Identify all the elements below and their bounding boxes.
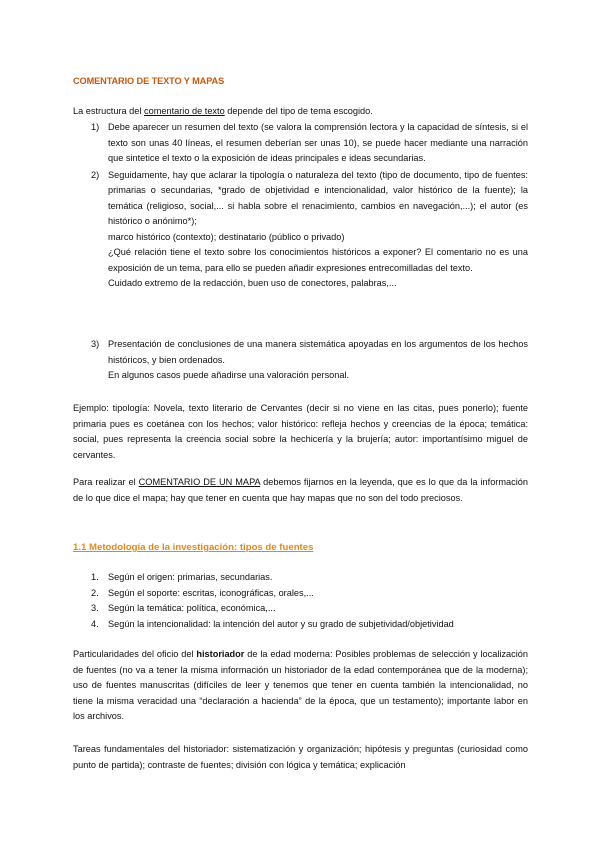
document-page <box>73 0 528 848</box>
list-text: Según la intencionalidad: la intención del autor y su grado de subjetividad/objetividad <box>108 618 454 629</box>
section-heading <box>73 540 528 556</box>
document-title: COMENTARIO DE TEXTO Y MAPAS <box>73 76 225 86</box>
item3-extra: En algunos casos puede añadirse una valoración personal. <box>108 370 350 380</box>
list-item <box>73 337 528 368</box>
oficio-after: de la edad moderna: Posibles problemas de selección y localización de fuentes (no va a tener la misma información un historiador de la edad contemporánea que de la moderna); uso de fuentes manuscritas (difíciles de leer y tenemos que tener en cuenta también la intencionalidad, no tiene la misma veracidad una “declaración a hacienda” de la época, que un testamento); importante labor en los archivos. <box>73 649 528 721</box>
list-number: 3. <box>91 603 99 613</box>
tareas-paragraph <box>73 742 528 773</box>
steps-list <box>73 120 528 292</box>
list-item <box>73 120 528 167</box>
oficio-paragraph <box>73 647 528 725</box>
list-text: Según el origen: primarias, secundarias. <box>108 572 273 582</box>
section-heading-text: 1.1 Metodología de la investigación: tipos de fuentes <box>73 542 314 553</box>
list-item <box>73 601 528 617</box>
list-number: 3) <box>91 339 100 349</box>
sources-list <box>73 570 528 632</box>
list-number: 1) <box>91 122 100 132</box>
maps-paragraph <box>73 475 528 506</box>
comentario-texto-link: comentario de texto <box>144 106 225 116</box>
tareas-text: Tareas fundamentales del historiador: sistematización y organización; hipótesis y preguntas (curiosidad como punto de partida); contraste de fuentes; división con lógica y temática; explicación <box>73 744 528 770</box>
comentario-mapa-link: COMENTARIO DE UN MAPA <box>138 477 261 487</box>
list-number: 1. <box>91 572 99 582</box>
oficio-bold: historiador <box>196 649 245 659</box>
maps-before: Para realizar el <box>73 477 139 487</box>
list-text: Presentación de conclusiones de una manera sistemática apoyadas en los argumentos de los hechos históricos, y bien ordenados. <box>108 339 528 365</box>
list-item <box>73 586 528 602</box>
list-item <box>73 168 528 230</box>
list-text: Seguidamente, hay que aclarar la tipología o naturaleza del texto (tipo de documento, tipo de fuentes: primarias o secundarias, *grado de objetividad e intencionalidad, valor histórico de la fuente); la temática (religioso, social,... si habla sobre el renacimiento, cambios en navegación,...); el autor (es histórico o anónimo*); <box>108 169 528 226</box>
list-text: Según la temática: política, económica,... <box>108 603 276 613</box>
maps-after: debemos fijarnos en la leyenda, que es lo que da la información de lo que dice el mapa; hay que tener en cuenta que hay mapas que no son del todo preciosos. <box>73 477 528 503</box>
intro-after: depende del tipo de tema escogido. <box>224 106 373 116</box>
list-number: 2) <box>91 169 100 180</box>
item2-relation: ¿Qué relación tiene el texto sobre los conocimientos históricos a exponer? El comentario no es una exposición de un tema, para ello se pueden añadir expresiones entrecomilladas del texto. <box>108 247 528 273</box>
intro-paragraph <box>73 104 528 120</box>
item2-context: marco histórico (contexto); destinatario (público o privado) <box>108 231 345 242</box>
list-number: 2. <box>91 587 99 598</box>
list-text: Según el soporte: escritas, iconográficas, orales,... <box>108 587 314 598</box>
example-paragraph <box>73 401 528 463</box>
list-text: Debe aparecer un resumen del texto (se valora la comprensión lectora y la capacidad de síntesis, si el texto son unas 40 líneas, el resumen deberían ser unas 10), se puede hacer mediante una narración que sintetice el texto o la exposición de ideas principales e ideas secundarias. <box>108 122 528 163</box>
intro-before: La estructura del <box>73 106 144 116</box>
list-item <box>73 617 528 633</box>
oficio-before: Particularidades del oficio del <box>73 649 197 659</box>
list-item <box>73 570 528 586</box>
item2-care: Cuidado extremo de la redacción, buen uso de conectores, palabras,... <box>108 278 397 288</box>
example-text: Ejemplo: tipología: Novela, texto literario de Cervantes (decir si no viene en las citas, pues ponerlo); fuente primaria pues es coetánea con los hechos; valor histórico: refleja hechos y creencias de la época; temática: social, pues representa la creencia social sobre la hechicería y la brujería; autor: importantísimo miguel de cervantes. <box>73 403 528 460</box>
step-three <box>73 337 528 384</box>
list-number: 4. <box>91 618 99 629</box>
